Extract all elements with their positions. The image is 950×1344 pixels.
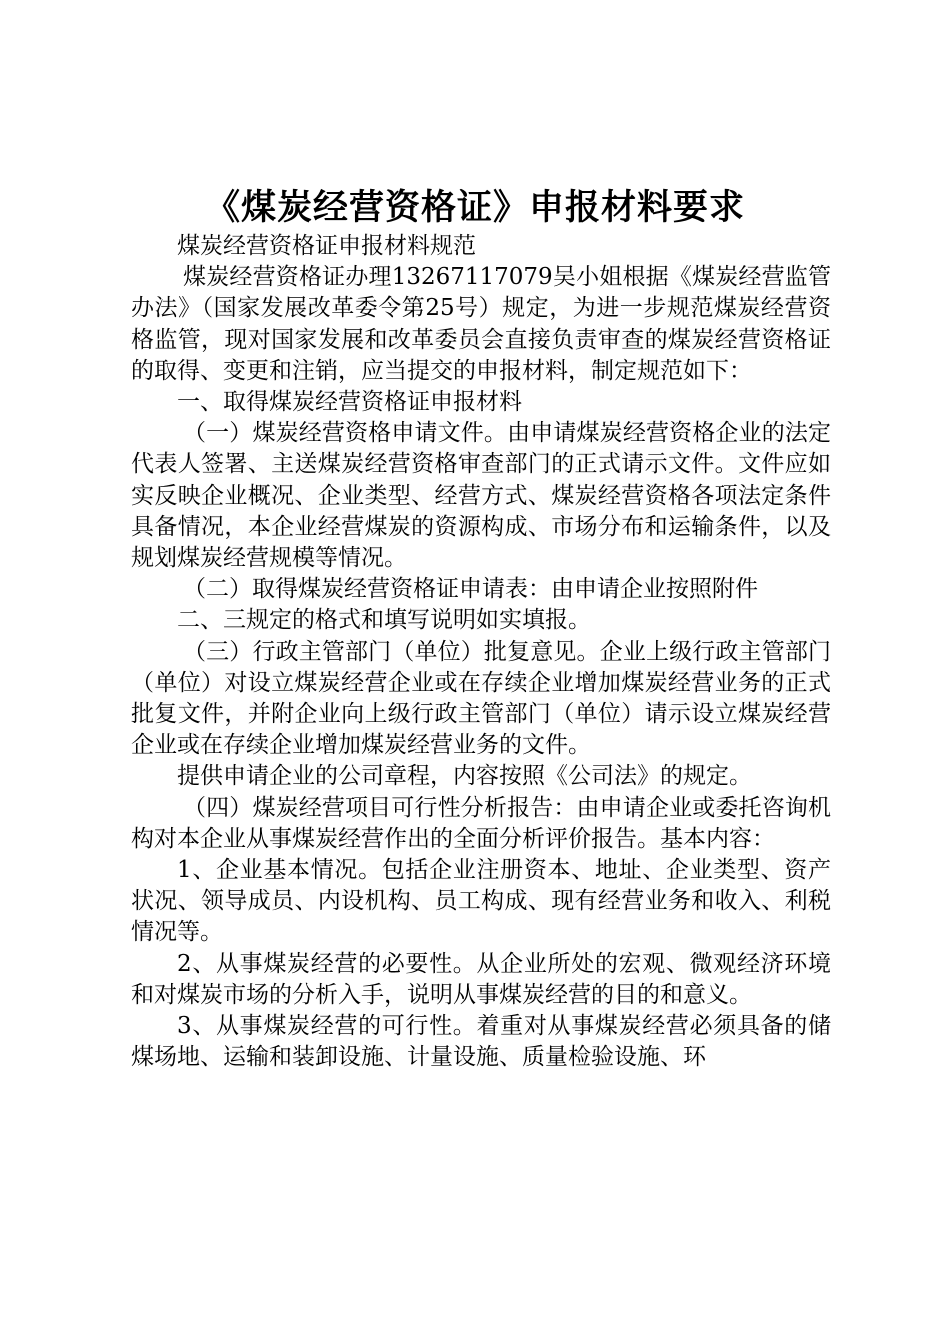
paragraph: 二、三规定的格式和填写说明如实填报。 bbox=[177, 607, 591, 634]
list-item: 3、从事煤炭经营的可行性。着重对从事煤炭经营必须具备的储煤场地、运输和装卸设施、计量设施、质量检验设施、环 bbox=[131, 1013, 831, 1071]
paragraph: （二）取得煤炭经营资格证申请表：由申请企业按照附件 bbox=[183, 576, 758, 603]
list-item: 1、企业基本情况。包括企业注册资本、地址、企业类型、资产状况、领导成员、内设机构、员工构成、现有经营业务和收入、利税情况等。 bbox=[131, 857, 831, 946]
paragraph: （四）煤炭经营项目可行性分析报告：由申请企业或委托咨询机构对本企业从事煤炭经营作出的全面分析评价报告。基本内容： bbox=[131, 794, 831, 852]
paragraph: （三）行政主管部门（单位）批复意见。企业上级行政主管部门（单位）对设立煤炭经营企业或在存续企业增加煤炭经营业务的正式批复文件，并附企业向上级行政主管部门（单位）请示设立煤炭经营企业或在存续企业增加煤炭经营业务的文件。 bbox=[131, 638, 831, 759]
paragraph: 煤炭经营资格证办理13267117079吴小姐根据《煤炭经营监管办法》（国家发展改革委令第25号）规定，为进一步规范煤炭经营资格监管，现对国家发展和改革委员会直接负责审查的煤炭经营资格证的取得、变更和注销，应当提交的申报材料，制定规范如下： bbox=[131, 264, 831, 384]
section-heading: 一、取得煤炭经营资格证申报材料 bbox=[177, 389, 522, 416]
paragraph: 提供申请企业的公司章程，内容按照《公司法》的规定。 bbox=[177, 763, 752, 790]
list-item: 2、从事煤炭经营的必要性。从企业所处的宏观、微观经济环境和对煤炭市场的分析入手，说明从事煤炭经营的目的和意义。 bbox=[131, 950, 831, 1008]
document-body bbox=[131, 231, 831, 1073]
paragraph: （一）煤炭经营资格申请文件。由申请煤炭经营资格企业的法定代表人签署、主送煤炭经营资格审查部门的正式请示文件。文件应如实反映企业概况、企业类型、经营方式、煤炭经营资格各项法定条件具备情况，本企业经营煤炭的资源构成、市场分布和运输条件，以及规划煤炭经营规模等情况。 bbox=[131, 420, 831, 572]
paragraph: 煤炭经营资格证申报材料规范 bbox=[177, 233, 476, 259]
document-title: 《煤炭经营资格证》申报材料要求 bbox=[204, 188, 745, 228]
